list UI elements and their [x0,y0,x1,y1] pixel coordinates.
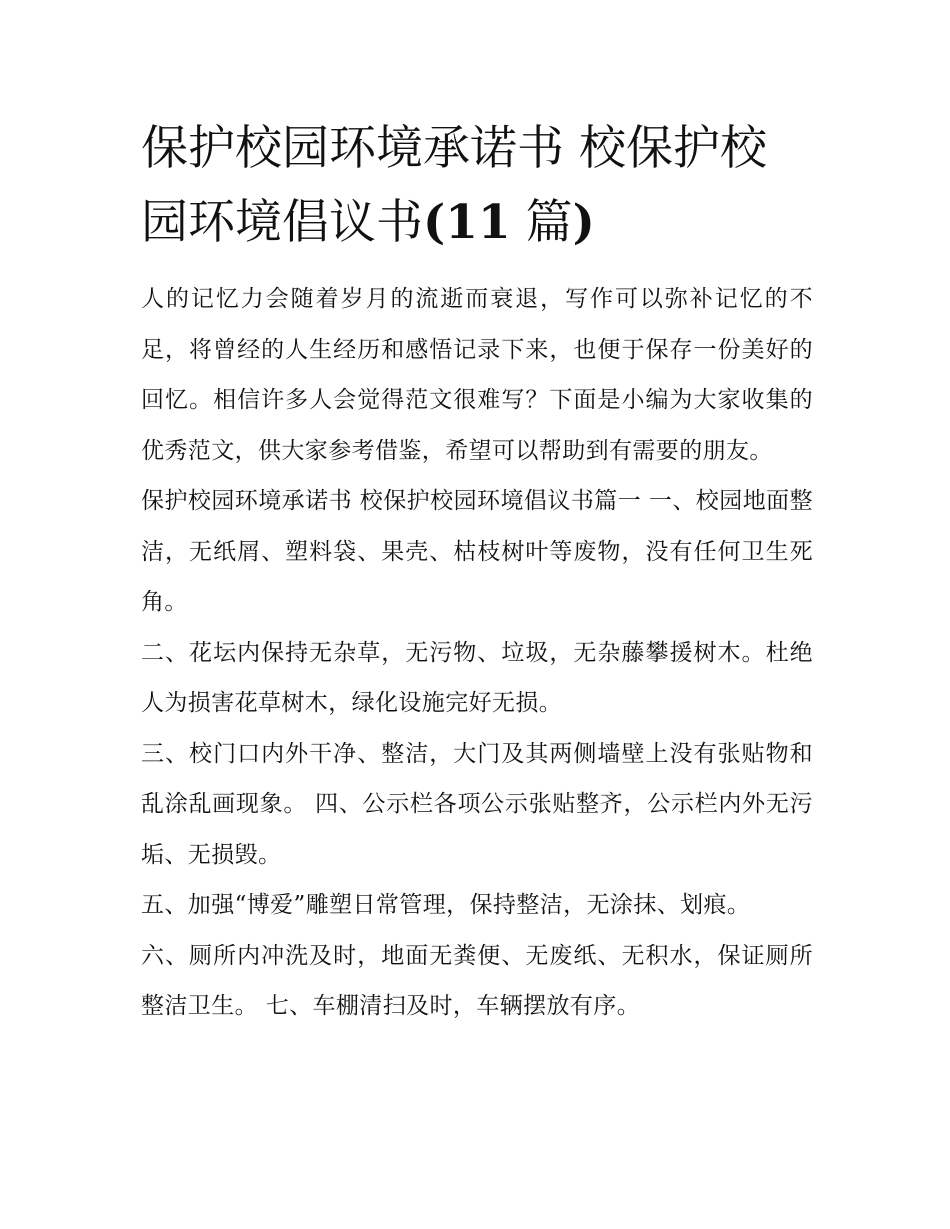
paragraph-item-3-4: 三、校门口内外干净、整洁，大门及其两侧墙壁上没有张贴物和乱涂乱画现象。 四、公示栏各项公示张贴整齐，公示栏内外无污垢、无损毁。 [141,740,813,868]
paragraph-item-2: 二、花坛内保持无杂草，无污物、垃圾，无杂藤攀援树木。杜绝人为损害花草树木，绿化设施完好无损。 [141,639,813,716]
paragraph-item-5: 五、加强“博爱”雕塑日常管理，保持整洁，无涂抹、划痕。 [141,892,751,918]
document-page [141,112,813,1032]
paragraph-item-6-7: 六、厕所内冲洗及时，地面无粪便、无废纸、无积水，保证厕所整洁卫生。 七、车棚清扫及时，车辆摆放有序。 [141,942,813,1019]
paragraph-intro: 人的记忆力会随着岁月的流逝而衰退，写作可以弥补记忆的不足，将曾经的人生经历和感悟记录下来，也便于保存一份美好的回忆。相信许多人会觉得范文很难写？下面是小编为大家收集的优秀范文，供大家参考借鉴，希望可以帮助到有需要的朋友。 [141,286,813,464]
document-title: 保护校园环境承诺书 校保护校园环境倡议书(11 篇) [141,121,767,250]
paragraph-item-1: 保护校园环境承诺书 校保护校园环境倡议书篇一 一、校园地面整洁，无纸屑、塑料袋、果壳、枯枝树叶等废物，没有任何卫生死角。 [141,488,813,615]
